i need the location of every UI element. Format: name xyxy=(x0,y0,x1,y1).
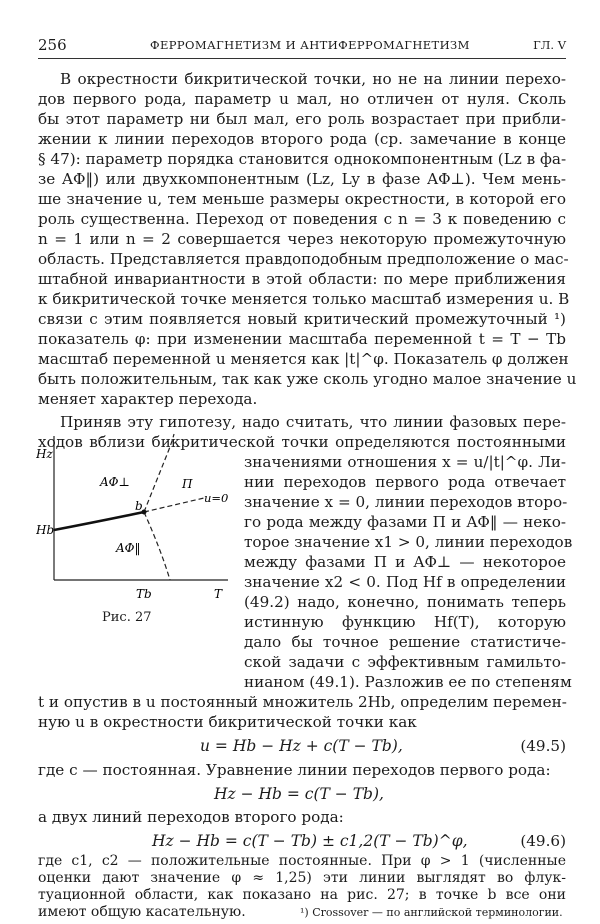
text-line: § 47): параметр порядка становится однокомпонентным (Lz в фа- xyxy=(38,150,567,168)
text-line: значение x = 0, линии переходов второ- xyxy=(244,493,568,511)
y-tick-label: Hb xyxy=(36,523,55,537)
text-line: дало бы точное решение статистиче- xyxy=(244,633,566,651)
text-line: ходов вблизи бикритической точки определяются постоянными xyxy=(38,433,566,451)
first-order-line xyxy=(54,512,144,530)
text-line: зе AΦ‖) или двухкомпонентным (Lz, Ly в фазе AΦ⊥). Чем мень- xyxy=(38,170,566,188)
text-line: торое значение x1 > 0, линии переходов xyxy=(244,533,573,551)
page-number: 256 xyxy=(38,36,67,54)
curve-u-zero-label: u=0 xyxy=(204,491,229,505)
x-tick-label: Tb xyxy=(136,587,152,601)
text-line: имеют общую касательную. xyxy=(38,904,246,920)
y-axis-label: Hz xyxy=(36,447,53,461)
text-line: нии переходов первого рода отвечает xyxy=(244,473,566,491)
chapter-label: ГЛ. V xyxy=(533,38,566,52)
text-line: к бикритической точке меняется только масштаб измерения u. В xyxy=(38,290,570,308)
equation-first-order: Hz − Hb = c(T − Tb), xyxy=(214,785,384,803)
text-line: n = 1 или n = 2 совершается через некоторую промежуточную xyxy=(38,230,566,248)
running-header xyxy=(38,36,566,56)
equation-number: (49.5) xyxy=(520,737,566,755)
text-line: связи с этим появляется новый критический промежуточный ¹) xyxy=(38,310,566,328)
running-title: ФЕРРОМАГНЕТИЗМ И АНТИФЕРРОМАГНЕТИЗМ xyxy=(150,38,470,52)
phase-perp-label: AΦ⊥ xyxy=(100,475,130,489)
text-line: масштаб переменной u меняется как |t|^φ. Показатель φ должен xyxy=(38,350,569,368)
text-line: где c1, c2 — положительные постоянные. При φ > 1 (численные xyxy=(38,853,566,869)
figure-caption: Рис. 27 xyxy=(102,610,152,625)
point-b-label: b xyxy=(135,499,143,513)
text-line: ской задачи с эффективным гамильто- xyxy=(244,653,566,671)
text-line: туационной области, как показано на рис. 27; в точке b все они xyxy=(38,887,566,903)
phase-par-label: AΦ‖ xyxy=(116,541,141,555)
footnote: ¹) Crossover — по английской терминологии. xyxy=(300,906,563,919)
text-line: между фазами П и AΦ⊥ — некоторое xyxy=(244,553,566,571)
phase-p-label: П xyxy=(182,477,193,491)
figure-27 xyxy=(36,430,236,610)
text-line: быть положительным, так как уже сколь угодно малое значение u xyxy=(38,370,577,388)
text-line: го рода между фазами П и AΦ‖ — неко- xyxy=(244,513,566,531)
text-line: область. Представляется правдоподобным предположение о мас- xyxy=(38,250,569,268)
text-line: ную u в окрестности бикритической точки как xyxy=(38,713,417,731)
text-line: жении к линии переходов второго рода (ср. замечание в конце xyxy=(38,130,566,148)
x-axis-label: T xyxy=(214,587,223,601)
text-line: Приняв эту гипотезу, надо считать, что линии фазовых пере- xyxy=(60,413,566,431)
header-rule xyxy=(38,58,566,59)
equation-49-5: u = Hb − Hz + c(T − Tb), xyxy=(200,737,403,755)
second-order-line-perp xyxy=(144,434,174,512)
second-order-line-par xyxy=(144,512,170,580)
equation-49-6: Hz − Hb = c(T − Tb) ± c1,2(T − Tb)^φ, xyxy=(152,832,468,850)
text-line: штабной инвариантности в этой области: по мере приближения xyxy=(38,270,566,288)
text-line: меняет характер перехода. xyxy=(38,390,258,408)
text-line: (49.2) надо, конечно, понимать теперь xyxy=(244,593,566,611)
text-line: ше значение u, тем меньше размеры окрестности, в которой его xyxy=(38,190,566,208)
text-line: где c — постоянная. Уравнение линии переходов первого рода: xyxy=(38,761,551,779)
u-zero-line xyxy=(144,498,204,512)
text-line: истинную функцию Hf(T), которую xyxy=(244,613,566,631)
text-line: дов первого рода, параметр u мал, но отличен от нуля. Сколь xyxy=(38,90,566,108)
text-line: t и опустив в u постоянный множитель 2Hb, определим перемен- xyxy=(38,693,567,711)
text-line: роль существенна. Переход от поведения с n = 3 к поведению с xyxy=(38,210,567,228)
text-line: нианом (49.1). Разложив ее по степеням xyxy=(244,673,572,691)
text-line: значениями отношения x = u/|t|^φ. Ли- xyxy=(244,453,566,471)
text-line: В окрестности бикритической точки, но не на линии перехо- xyxy=(60,70,566,88)
text-line: бы этот параметр ни был мал, его роль возрастает при прибли- xyxy=(38,110,566,128)
text-line: оценки дают значение φ ≈ 1,25) эти линии выглядят во флук- xyxy=(38,870,566,886)
text-line: значение x2 < 0. Под Hf в определении xyxy=(244,573,566,591)
equation-number: (49.6) xyxy=(520,832,566,850)
text-line: показатель φ: при изменении масштаба переменной t = T − Tb xyxy=(38,330,566,348)
text-line: а двух линий переходов второго рода: xyxy=(38,808,344,826)
